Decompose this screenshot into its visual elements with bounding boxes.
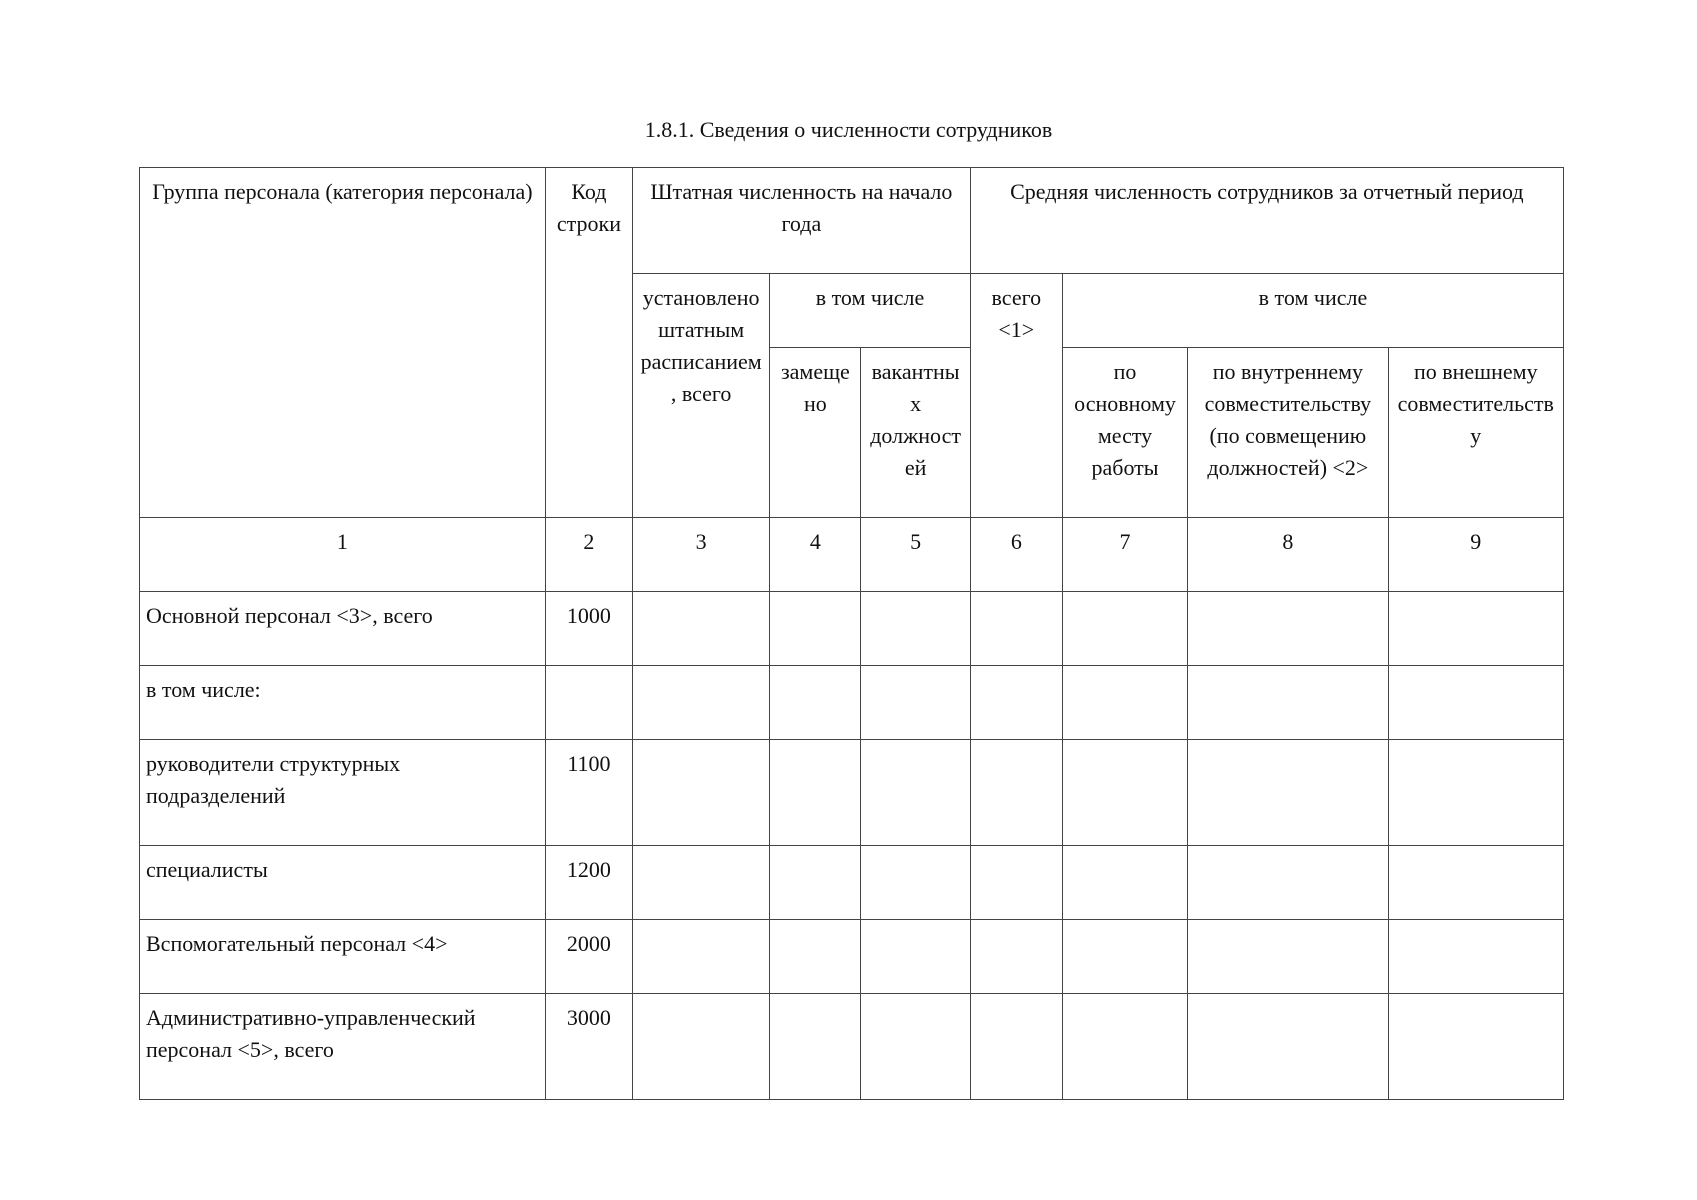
- row-code: [545, 666, 632, 740]
- data-cell: [1062, 994, 1187, 1100]
- column-number: 5: [861, 518, 970, 592]
- data-cell: [1388, 740, 1563, 846]
- data-cell: [1388, 994, 1563, 1100]
- row-code: 1100: [545, 740, 632, 846]
- data-cell: [970, 846, 1062, 920]
- header-avg-period: Средняя численность сотрудников за отчетный период: [970, 168, 1563, 274]
- column-number-row: [140, 518, 1564, 592]
- data-cell: [1062, 592, 1187, 666]
- row-code: 2000: [545, 920, 632, 994]
- header-established: установлено штатным расписанием, всего: [633, 274, 770, 518]
- data-cell: [633, 846, 770, 920]
- column-number: 4: [770, 518, 861, 592]
- data-cell: [770, 592, 861, 666]
- table-row: [140, 740, 1564, 846]
- data-cell: [970, 740, 1062, 846]
- header-filled: замещено: [770, 348, 861, 518]
- row-label: Административно-управленческий персонал <5>, всего: [140, 994, 546, 1100]
- data-cell: [970, 920, 1062, 994]
- table-row: [140, 592, 1564, 666]
- data-cell: [1388, 920, 1563, 994]
- data-cell: [770, 846, 861, 920]
- data-cell: [1188, 592, 1388, 666]
- table-row: [140, 846, 1564, 920]
- data-cell: [1062, 666, 1187, 740]
- row-label: Основной персонал <3>, всего: [140, 592, 546, 666]
- data-cell: [1188, 994, 1388, 1100]
- row-label: в том числе:: [140, 666, 546, 740]
- data-cell: [770, 740, 861, 846]
- staff-count-table: [139, 167, 1564, 1100]
- header-row-1: [140, 168, 1564, 274]
- header-incl-staff: в том числе: [770, 274, 970, 348]
- data-cell: [633, 592, 770, 666]
- column-number: 8: [1188, 518, 1388, 592]
- data-cell: [1388, 666, 1563, 740]
- header-incl-avg: в том числе: [1062, 274, 1563, 348]
- header-vacant: вакантных должностей: [861, 348, 970, 518]
- header-code: Код строки: [545, 168, 632, 518]
- data-cell: [770, 920, 861, 994]
- data-cell: [633, 666, 770, 740]
- table-row: [140, 666, 1564, 740]
- data-cell: [633, 920, 770, 994]
- data-cell: [861, 994, 970, 1100]
- data-cell: [861, 846, 970, 920]
- table-row: [140, 920, 1564, 994]
- data-cell: [1188, 920, 1388, 994]
- header-staff-start: Штатная численность на начало года: [633, 168, 971, 274]
- header-internal: по внутреннему совместительству (по совмещению должностей) <2>: [1188, 348, 1388, 518]
- column-number: 9: [1388, 518, 1563, 592]
- data-cell: [861, 666, 970, 740]
- header-group: Группа персонала (категория персонала): [140, 168, 546, 518]
- header-total: всего <1>: [970, 274, 1062, 518]
- row-label: руководители структурных подразделений: [140, 740, 546, 846]
- data-cell: [970, 666, 1062, 740]
- data-cell: [1188, 740, 1388, 846]
- data-cell: [970, 592, 1062, 666]
- header-main-job: по основному месту работы: [1062, 348, 1187, 518]
- column-number: 2: [545, 518, 632, 592]
- row-code: 1200: [545, 846, 632, 920]
- row-label: Вспомогательный персонал <4>: [140, 920, 546, 994]
- column-number: 1: [140, 518, 546, 592]
- data-cell: [633, 994, 770, 1100]
- row-code: 3000: [545, 994, 632, 1100]
- column-number: 6: [970, 518, 1062, 592]
- data-cell: [1188, 846, 1388, 920]
- data-cell: [1062, 846, 1187, 920]
- row-code: 1000: [545, 592, 632, 666]
- column-number: 7: [1062, 518, 1187, 592]
- data-cell: [861, 920, 970, 994]
- data-cell: [1188, 666, 1388, 740]
- data-cell: [633, 740, 770, 846]
- row-label: специалисты: [140, 846, 546, 920]
- data-cell: [1062, 920, 1187, 994]
- data-cell: [861, 740, 970, 846]
- data-cell: [861, 592, 970, 666]
- document-title: 1.8.1. Сведения о численности сотрудников: [644, 117, 1053, 142]
- data-cell: [1388, 592, 1563, 666]
- column-number: 3: [633, 518, 770, 592]
- table-row: [140, 994, 1564, 1100]
- header-external: по внешнему совместительству: [1388, 348, 1563, 518]
- data-cell: [970, 994, 1062, 1100]
- data-cell: [1062, 740, 1187, 846]
- data-cell: [1388, 846, 1563, 920]
- data-cell: [770, 666, 861, 740]
- data-cell: [770, 994, 861, 1100]
